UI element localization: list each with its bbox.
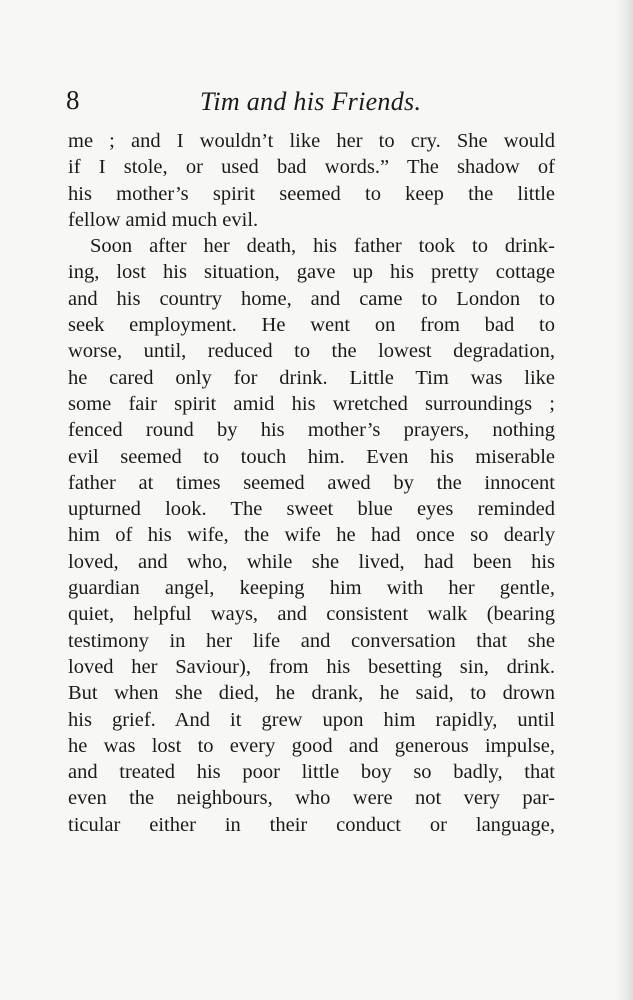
page-number: 8 [66,85,80,115]
text-line: he cared only for drink. Little Tim was like [68,366,555,389]
text-line: But when she died, he drank, he said, to drown [68,682,555,705]
text-line: he was lost to every good and generous impulse, [68,734,555,757]
text-line: him of his wife, the wife he had once so dearly [68,524,555,547]
text-line: father at times seemed awed by the innocent [68,471,555,494]
text-line: even the neighbours, who were not very par- [68,787,555,810]
text-line: seek employment. He went on from bad to [68,314,555,337]
text-line: fenced round by his mother’s prayers, nothing [68,419,555,442]
text-line: and his country home, and came to London to [68,287,555,310]
text-line: me ; and I wouldn’t like her to cry. She would [68,130,555,152]
text-line: loved her Saviour), from his besetting sin, drink. [68,655,555,678]
text-line: worse, until, reduced to the lowest degradation, [68,340,555,363]
text-line: Soon after her death, his father took to drink- [90,235,555,258]
text-line: evil seemed to touch him. Even his miserable [68,445,555,468]
text-line: ticular either in their conduct or language, [68,813,555,836]
text-line: testimony in her life and conversation that she [68,629,555,652]
text-line: guardian angel, keeping him with her gentle, [68,577,555,600]
text-line: ing, lost his situation, gave up his pretty cottage [68,261,555,284]
text-line: some fair spirit amid his wretched surroundings ; [68,392,555,415]
text-line: if I stole, or used bad words.” The shadow of [68,156,555,179]
text-line: loved, and who, while she lived, had been his [68,550,555,573]
page-header [66,80,556,120]
running-title: Tim and his Friends. [200,87,422,116]
body-text [68,128,555,838]
text-line: his grief. And it grew upon him rapidly, until [68,708,555,731]
text-line: upturned look. The sweet blue eyes reminded [68,498,555,521]
text-line: his mother’s spirit seemed to keep the little [68,182,555,205]
text-line: fellow amid much evil. [68,208,259,231]
text-line: quiet, helpful ways, and consistent walk (bearing [68,603,555,626]
page-edge-shadow [615,0,633,1000]
text-line: and treated his poor little boy so badly, that [68,761,555,784]
